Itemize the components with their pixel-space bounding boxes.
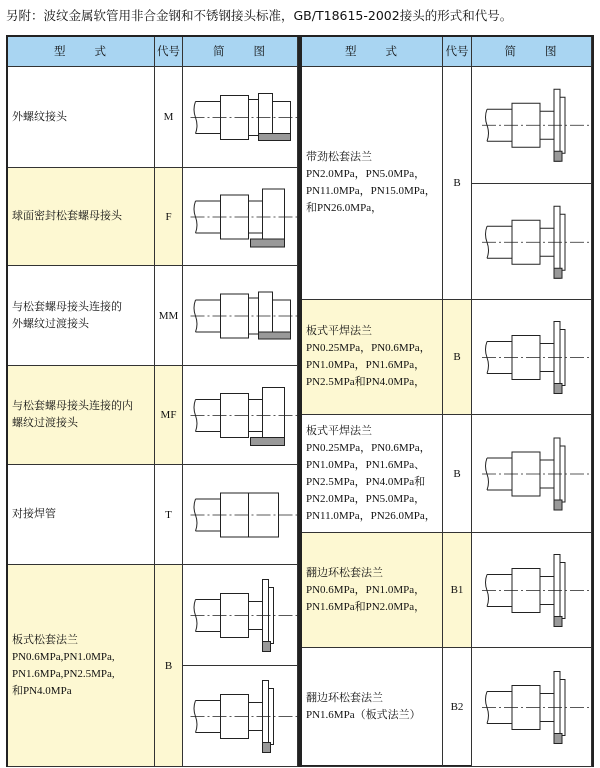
header-type: 型 式 — [302, 37, 443, 67]
type-text: PN2.5MPa和PN4.0MPa， — [306, 376, 426, 388]
type-text: 板式平焊法兰 — [306, 424, 372, 437]
slip-on-flange-b-drawing — [472, 415, 592, 533]
female-adapter-drawing — [183, 366, 298, 465]
diagram-cell — [183, 168, 298, 266]
loose-flange-b-drawing — [472, 184, 592, 301]
type-text: 螺纹过渡接头 — [12, 417, 78, 429]
diagram-cell — [183, 465, 298, 565]
slip-on-flange-drawing — [472, 300, 592, 415]
type-cell — [8, 366, 155, 465]
diagram-cell — [472, 300, 592, 415]
type-text: PN1.6MPa和PN2.0MPa， — [306, 600, 426, 613]
code-text: B — [164, 659, 173, 672]
diagram-cell — [183, 565, 298, 666]
loose-flange-drawing — [183, 565, 298, 666]
type-text: PN0.6MPa,PN1.0MPa, — [12, 650, 115, 663]
type-text: PN0.25MPa，PN0.6MPa， — [306, 441, 431, 454]
type-cell — [302, 300, 443, 415]
code-cell — [155, 366, 183, 465]
diagram-cell — [183, 366, 298, 465]
code-cell — [155, 465, 183, 565]
male-adapter-drawing — [183, 266, 298, 366]
diagram-cell — [472, 533, 592, 648]
code-cell — [155, 565, 183, 767]
diagram-cell — [472, 184, 592, 301]
type-text: PN11.0MPa，PN26.0MPa， — [306, 509, 436, 522]
code-text: B — [453, 177, 461, 189]
type-text: 球面密封松套螺母接头 — [12, 210, 122, 222]
type-text: 外螺纹接头 — [12, 110, 67, 123]
type-text: PN1.6MPa,PN2.5MPa, — [12, 667, 115, 680]
type-cell — [8, 465, 155, 565]
loose-flange-b-drawing — [183, 666, 298, 767]
code-text: B — [453, 467, 461, 480]
diagram-cell — [472, 415, 592, 533]
lap-joint-flange-drawing — [472, 533, 592, 648]
code-cell — [443, 300, 472, 415]
type-text: 翻边环松套法兰 — [306, 692, 383, 704]
type-text: 外螺纹过渡接头 — [12, 317, 89, 330]
male-thread-fitting-drawing — [183, 67, 298, 168]
code-cell — [155, 266, 183, 366]
header-code: 代号 — [443, 37, 472, 67]
code-cell — [443, 533, 472, 648]
type-cell — [302, 415, 443, 533]
type-text: PN1.0MPa，PN1.6MPa、 — [306, 458, 426, 471]
code-cell — [443, 415, 472, 533]
diagram-cell — [183, 666, 298, 767]
type-text: 板式平焊法兰 — [306, 325, 372, 337]
type-text: PN1.6MPa（板式法兰） — [306, 709, 421, 721]
type-text: 翻边环松套法兰 — [306, 566, 383, 579]
type-text: PN0.6MPa，PN1.0MPa， — [306, 583, 426, 596]
code-cell — [155, 168, 183, 266]
header-diagram: 简 图 — [183, 37, 298, 67]
type-cell — [8, 565, 155, 767]
code-text: B — [453, 351, 461, 363]
swivel-nut-fitting-drawing — [183, 168, 298, 266]
type-text: 和PN4.0MPa — [12, 684, 72, 697]
code-text: B2 — [450, 701, 464, 713]
type-text: PN1.0MPa，PN1.6MPa， — [306, 359, 426, 371]
butt-weld-pipe-drawing — [183, 465, 298, 565]
loose-flange-drawing — [472, 67, 592, 184]
diagram-cell — [183, 266, 298, 366]
diagram-cell — [472, 648, 592, 767]
type-cell — [8, 67, 155, 168]
type-text: PN0.25MPa，PN0.6MPa， — [306, 342, 431, 354]
header-diagram: 简 图 — [472, 37, 592, 67]
type-cell — [8, 168, 155, 266]
code-text: F — [165, 210, 172, 223]
code-cell — [155, 67, 183, 168]
type-cell — [8, 266, 155, 366]
type-cell — [302, 533, 443, 648]
type-text: PN2.5MPa，PN4.0MPa和 — [306, 475, 426, 488]
type-text: 带劲松套法兰 — [306, 151, 372, 163]
left-table — [6, 35, 300, 767]
lap-joint-flange-b-drawing — [472, 648, 592, 767]
header-type: 型 式 — [8, 37, 155, 67]
type-text: PN11.0MPa，PN15.0MPa， — [306, 185, 436, 197]
code-cell — [443, 67, 472, 300]
type-text: 对接焊管 — [12, 508, 56, 520]
type-text: 与松套螺母接头连接的 — [12, 300, 122, 313]
code-text: M — [163, 111, 174, 123]
page-title: 另附：波纹金属软管用非合金钢和不锈钢接头标准，GB/T18615-2002接头的形式和代号。 — [6, 8, 513, 23]
code-text: B1 — [450, 584, 464, 596]
type-cell — [302, 648, 443, 767]
code-text: T — [165, 508, 172, 521]
diagram-cell — [183, 67, 298, 168]
type-text: 和PN26.0MPa， — [306, 202, 383, 214]
code-text: MF — [160, 409, 177, 421]
type-text: 板式松套法兰 — [12, 633, 78, 646]
type-cell — [302, 67, 443, 300]
right-table — [300, 35, 594, 767]
type-text: PN2.0MPa，PN5.0MPa， — [306, 168, 426, 180]
header-code: 代号 — [155, 37, 183, 67]
code-text: MM — [158, 309, 179, 322]
diagram-cell — [472, 67, 592, 184]
type-text: 与松套螺母接头连接的内 — [12, 400, 133, 412]
type-text: PN2.0MPa，PN5.0MPa， — [306, 492, 426, 505]
code-cell — [443, 648, 472, 767]
